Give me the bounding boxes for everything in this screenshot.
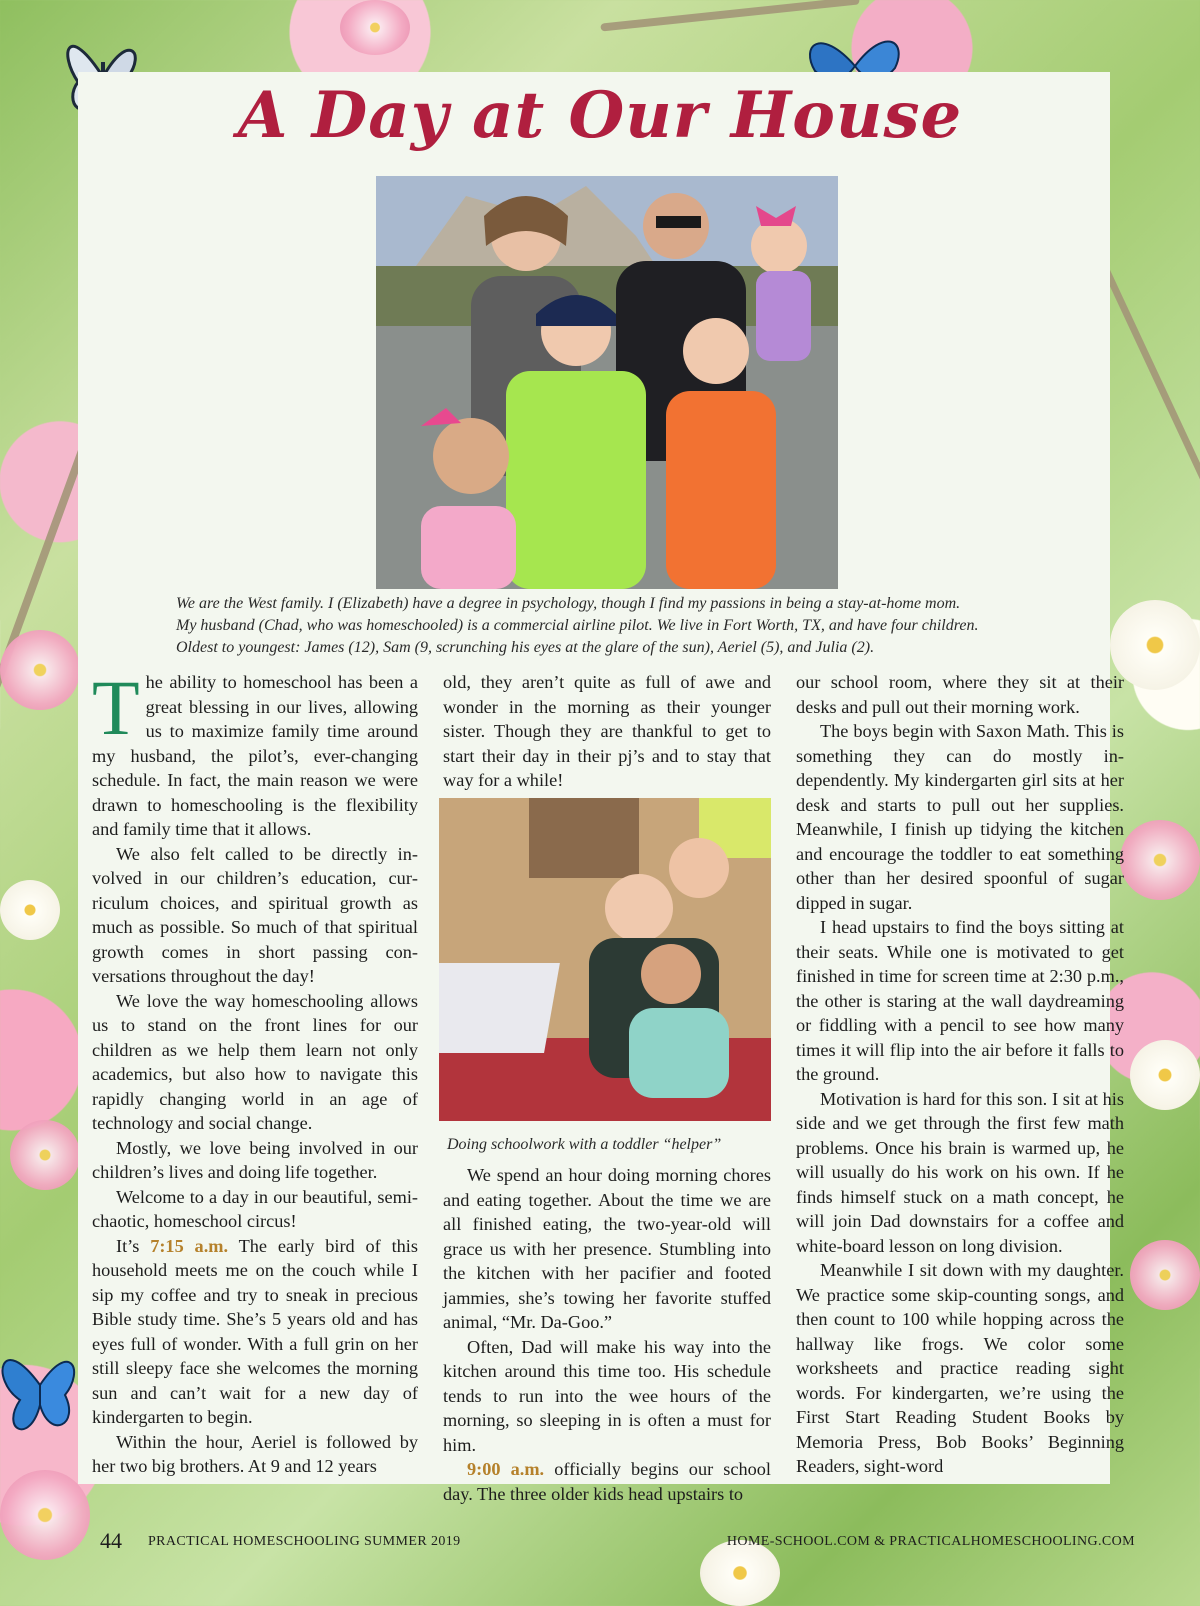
white-blossom-flower	[0, 880, 60, 940]
paragraph: Within the hour, Aeriel is followed by her two big brothers. At 9 and 12 years	[92, 1431, 418, 1476]
paragraph-text: officially begins our school day. The three older kids head upstairs to	[443, 1459, 772, 1504]
paragraph: Welcome to a day in our beautiful, semi-chaotic, homeschool circus!	[92, 1186, 418, 1231]
article-column-2-top	[443, 670, 771, 793]
article-column-2-bottom	[443, 1163, 771, 1506]
paragraph: Often, Dad will make his way into the kitchen around this time too. His schedule tends to run into the wee hours of the morning, so sleeping in is often a must for him.	[443, 1336, 771, 1455]
website-link[interactable]: HOME-SCHOOL.COM & PRACTICALHOMESCHOOLING.COM	[726, 1534, 1135, 1549]
drop-cap: T	[92, 664, 140, 751]
butterfly-icon	[0, 1320, 80, 1450]
family-photo	[376, 176, 838, 589]
paragraph-text: It’s	[116, 1235, 151, 1256]
white-blossom-flower	[1130, 1040, 1200, 1110]
schoolwork-photo-illustration	[439, 798, 771, 1121]
pink-blossom-flower	[0, 630, 80, 710]
paragraph: our school room, where they sit at their desks and pull out their morning work.	[796, 672, 1124, 717]
paragraph: Meanwhile I sit down with my daughter. We practice some skip-counting songs, and then count to 100 while hopping across the hallway like frogs. We color some worksheets and practice reading sight words. For kindergarten, we’re using the First Start Reading Student Books by Memoria Press, Bob Books’ Beginning Readers, sight-word	[796, 1260, 1124, 1476]
paragraph: We also felt called to be directly involved in our children’s education, curriculum choices, and spiritual growth as much as possible. So much of that spiritual growth comes in short passing conversations throughout the day!	[92, 843, 418, 986]
paragraph	[443, 1457, 771, 1506]
page-number: 44	[100, 1528, 122, 1553]
publication-name: PRACTICAL HOMESCHOOLING SUMMER 2019	[148, 1534, 461, 1549]
pink-blossom-flower	[10, 1120, 80, 1190]
paragraph: The boys begin with Saxon Math. This is something they can do mostly independently. My kindergarten girl sits at her desk and starts to pull out her supplies. Meanwhile, I finish up tidying the kitchen and encourage the toddler to eat something other than her desired spoonful of sugar dipped in sugar.	[796, 721, 1124, 913]
pink-blossom-flower	[340, 0, 410, 55]
paragraph: We love the way homeschooling allows us to stand on the front lines for our children as we help them learn not only academics, but also how to navigate this rapidly changing world in an age of technology and social change.	[92, 990, 418, 1133]
paragraph-text: he ability to homeschool has been a great blessing in our lives, allowing us to maximize family time around my husband, the pilot’s, ever-changing schedule. In fact, the main reason we were drawn to homeschooling is the flexibility and family time that it allows.	[92, 672, 418, 839]
caption-line: My husband (Chad, who was homeschooled) is a commercial airline pilot. We live in Fort Worth, TX, and have four children.	[176, 617, 979, 634]
paragraph-text: The early bird of this household meets me on the couch while I sip my coffee and try to sneak in precious Bible study time. She’s 5 years old and has eyes full of wonder. With a full grin on her still sleepy face she welcomes the morning sun and can’t wait for a new day of kindergarten to begin.	[92, 1235, 418, 1427]
pink-blossom-flower	[1130, 1240, 1200, 1310]
article-title: A Day at Our House	[237, 78, 963, 153]
schoolwork-photo	[439, 798, 771, 1121]
caption-line: Oldest to youngest: James (12), Sam (9, scrunching his eyes at the glare of the sun), Aeriel (5), and Julia (2).	[176, 639, 875, 656]
paragraph: old, they aren’t quite as full of awe and wonder in the morning as their younger sister. Though they are thankful to get to start their day in their pj’s and to stay that way for a while!	[443, 672, 771, 790]
article-column-1	[92, 664, 418, 1479]
schoolwork-photo-caption: Doing schoolwork with a toddler “helper”	[447, 1136, 722, 1153]
pink-blossom-flower	[1120, 820, 1200, 900]
paragraph: Motivation is hard for this son. I sit at his side and we get through the first few math problems. Once his brain is warmed up, he will usually do his work on his own. If he finds himself stuck on a math concept, he will join Dad downstairs for a coffee and white-board lesson on long division.	[796, 1088, 1124, 1256]
paragraph	[92, 1234, 418, 1430]
article-column-3	[796, 670, 1124, 1479]
family-photo-caption	[176, 593, 1076, 659]
paragraph: I head upstairs to find the boys sitting at their seats. While one is motivated to get finished in time for screen time at 2:30 p.m., the other is staring at the wall daydreaming or fiddling with a pencil to see how many times it will flip into the air before it falls to the ground.	[796, 917, 1124, 1084]
paragraph	[92, 664, 418, 842]
family-photo-illustration	[376, 176, 838, 589]
paragraph: Mostly, we love being involved in our children’s lives and doing life together.	[92, 1137, 418, 1182]
time-highlight: 9:00 a.m.	[467, 1459, 545, 1479]
paragraph: We spend an hour doing morning chores and eating together. About the time we are all finished eating, the two-year-old will grace us with her presence. Stumbling into the kitchen with her pacifier and footed jammies, she’s towing her favorite stuffed animal, “Mr. Da-Goo.”	[443, 1165, 771, 1332]
caption-line: We are the West family. I (Elizabeth) have a degree in psychology, though I find my passions in being a stay-at-home mom.	[176, 595, 961, 612]
time-highlight: 7:15 a.m.	[150, 1235, 229, 1256]
page-footer	[0, 1528, 1200, 1558]
